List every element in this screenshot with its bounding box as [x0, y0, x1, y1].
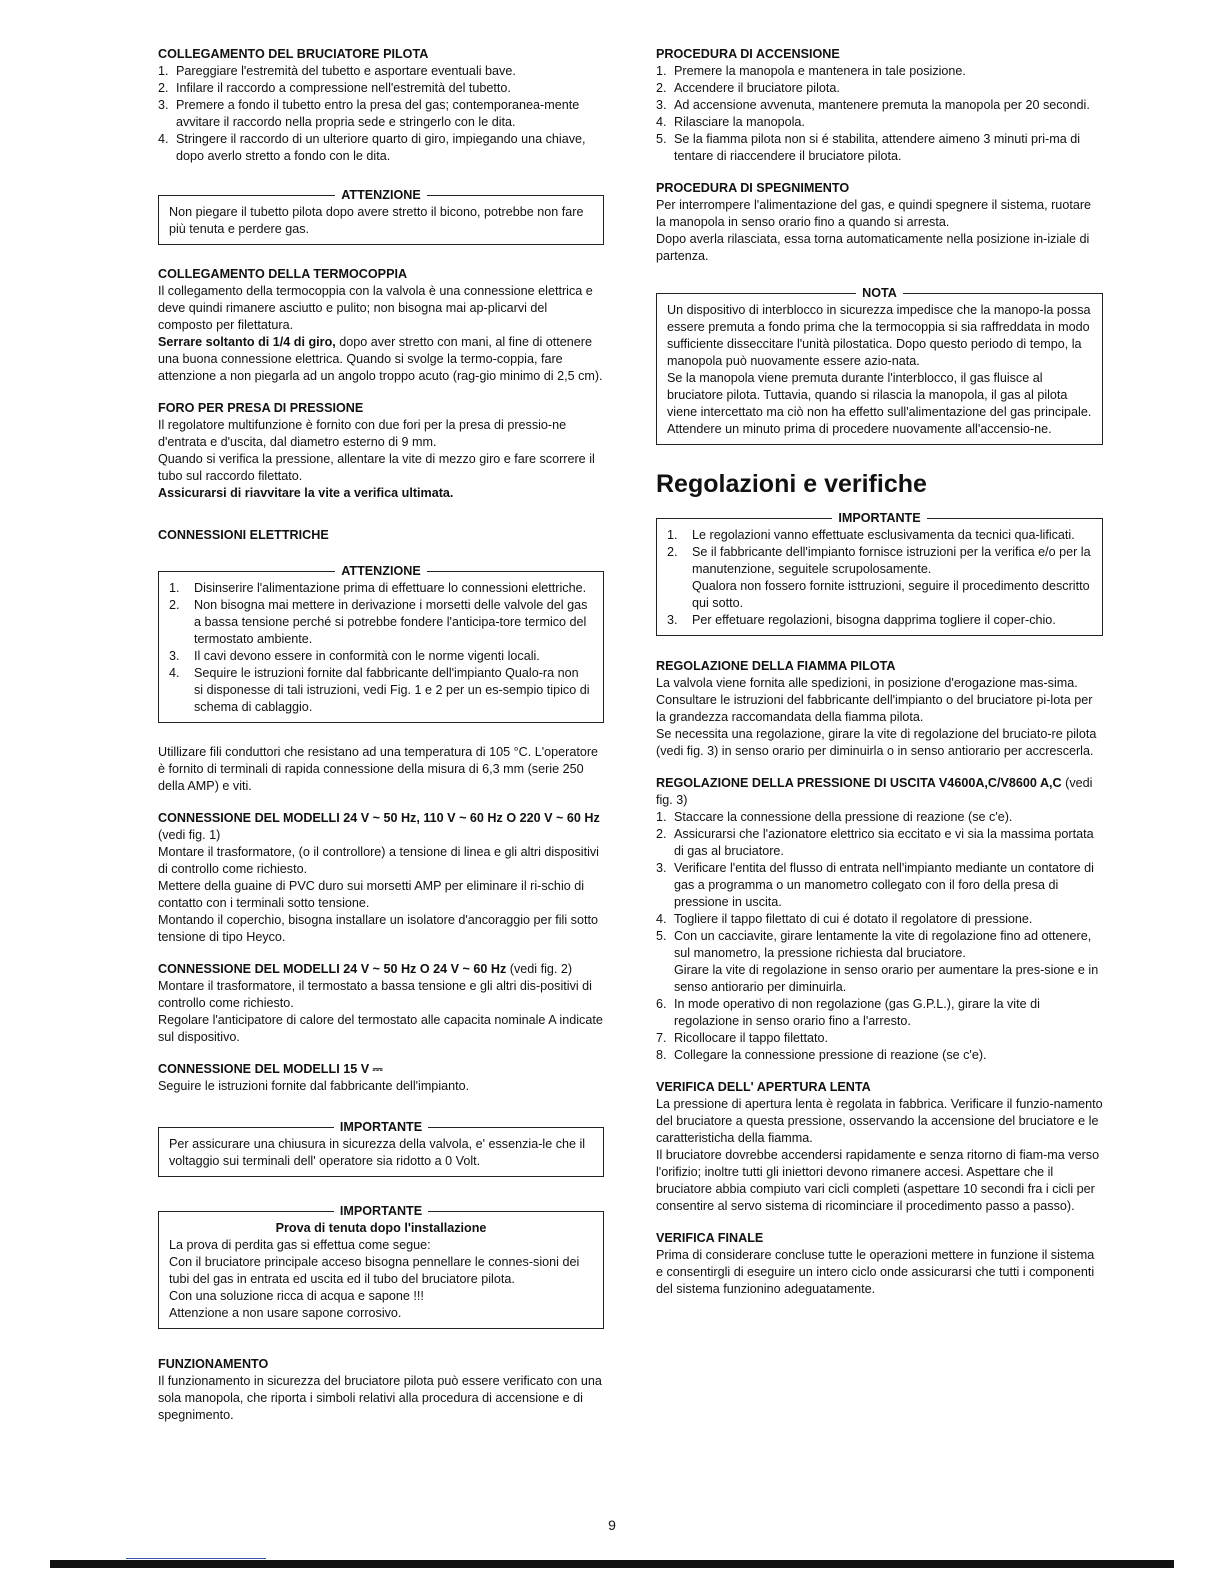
- list-item: 3. Per effetuare regolazioni, bisogna dapprima togliere il coper-chio.: [667, 613, 1056, 627]
- section-title-thermocouple: COLLEGAMENTO DELLA TERMOCOPPIA: [158, 267, 408, 281]
- paragraph: Quando si verifica la pressione, allentare la vite di mezzo giro e fare scorrere il tubo sul raccordo filettato.: [158, 452, 595, 483]
- list-item: 6. In mode operativo di non regolazione (gas G.P.L.), girare la vite di regolazione in senso orario fino a l'arresto.: [656, 997, 1040, 1028]
- list-item: 5. Con un cacciavite, girare lentamente la vite di regolazione fino ad ottenere, sul manometro, la pressione richiesta dal bruciatore. Girare la vite di regolazione in senso orario per aumentare la pres-sione e in senso antiorario per diminuirla.: [656, 929, 1099, 994]
- list-item: 2. Se il fabbricante dell'impianto fornisce istruzioni per la verifica e/o per la manutenzione, seguitele scrupolosamente. Qualora non fossero fornite isttruzioni, seguire il procedimento descritto qui sotto.: [667, 545, 1091, 610]
- list-item: 2. Non bisogna mai mettere in derivazione i morsetti delle valvole del gas a bassa tensione perché si potrebbe fondere l'anticipa-tore termico del termostato ambiente.: [169, 598, 588, 646]
- list-item: 1. Le regolazioni vanno effettuate esclusivamenta da tecnici qua-lificati.: [667, 528, 1075, 542]
- list-item: 1. Pareggiare l'estremità del tubetto e asportare eventuali bave.: [158, 64, 516, 78]
- ignition-steps: [656, 63, 1103, 165]
- list-item: 1. Disinserire l'alimentazione prima di effettuare lo connessioni elettriche.: [169, 581, 587, 595]
- box-label: ATTENZIONE: [335, 564, 427, 578]
- left-column: [158, 46, 604, 1424]
- paragraph: La pressione di apertura lenta è regolata in fabbrica. Verificare il funzio-namento del bruciatore a questa pressione, osservando la accensione del bruciatore e le caratteristicha della fiamma.: [656, 1097, 1103, 1145]
- paragraph: Consultare le istruzioni del fabbricante dell'impianto o del bruciatore pi-lota per la grandezza raccomandata della fiamma pilota.: [656, 693, 1093, 724]
- note-box-interlock: [656, 286, 1103, 445]
- box-text: Un dispositivo di interblocco in sicurezza impedisce che la manopo-la possa essere premuta a fondo prima che la termocoppia si sia raffreddata in modo sufficiente disseccitare l'unità pilostatica. Dopo questo periodo di tempo, la manopola può nuovamente essere azio-nata.: [667, 303, 1091, 368]
- paragraph: Il bruciatore dovrebbe accendersi rapidamente e senza ritorno di fiam-ma verso l'orifizio; inoltre tutti gli iniettori devono rimanere accesi. Aspettare che il bruciatore abbia compiuto vari cicli completi (aspettare 10 secondi fra i cicli per consentire al servo sistema di ricominciare il procedimento passo a passo).: [656, 1148, 1100, 1213]
- paragraph: Mettere della guaine di PVC duro sui morsetti AMP per eliminare il ri-schio di contatto con i terminali sotto tensione.: [158, 879, 585, 910]
- box-text: Per assicurare una chiusura in sicurezza della valvola, e' essenzia-le che il voltaggio sui terminali dell' operatore sia ridotto a 0 Volt.: [169, 1137, 586, 1168]
- box-label: IMPORTANTE: [334, 1204, 428, 1218]
- list-item: 4. Sequire le istruzioni fornite dal fabbricante dell'impianto Qualo-ra non si disponesse di tali istruzioni, vedi Fig. 1 e 2 per un es-sempio tipico di schema di cablaggio.: [169, 666, 590, 714]
- pilot-connection-steps: [158, 63, 604, 165]
- list-item: 7. Ricollocare il tappo filettato.: [656, 1031, 829, 1045]
- list-item: 2. Assicurarsi che l'azionatore elettrico sia eccitato e vi sia la massima portata di gas al bruciatore.: [656, 827, 1094, 858]
- list-item: 2. Accendere il bruciatore pilota.: [656, 81, 840, 95]
- section-title-pressure-tap: FORO PER PRESA DI PRESSIONE: [158, 401, 364, 415]
- section-title-24v: CONNESSIONE DEL MODELLI 24 V ~ 50 Hz O 24 V ~ 60 Hz (vedi fig. 2): [158, 962, 573, 976]
- box-label: IMPORTANTE: [334, 1120, 428, 1134]
- list-item: 3. Il cavi devono essere in conformità con le norme vigenti locali.: [169, 649, 540, 663]
- paragraph: Il funzionamento in sicurezza del bruciatore pilota può essere verificato con una sola manopola, che riporta i simboli relativi alla procedura di accensione e di spegnimento.: [158, 1374, 602, 1422]
- paragraph: La valvola viene fornita alle spedizioni, in posizione d'erogazione mas-sima.: [656, 676, 1078, 690]
- paragraph: Dopo averla rilasciata, essa torna automaticamente nella posizione in-iziale di partenza.: [656, 232, 1090, 263]
- right-column: [656, 46, 1103, 1298]
- list-item: 4. Togliere il tappo filettato di cui é dotato il regolatore di pressione.: [656, 912, 1033, 926]
- paragraph: Montare il trasformatore, il termostato a bassa tensione e gli altri dis-positivi di controllo come richiesto.: [158, 979, 592, 1010]
- section-title-slow-opening: VERIFICA DELL' APERTURA LENTA: [656, 1080, 871, 1094]
- paragraph: Il regolatore multifunzione è fornito con due fori per la presa di pressio-ne d'entrata e d'uscita, dal diametro esterno di 9 mm.: [158, 418, 567, 449]
- box-subtitle: Prova di tenuta dopo l'installazione: [275, 1221, 487, 1235]
- list-item: 1. Staccare la connessione della pressione di reazione (se c'e).: [656, 810, 1013, 824]
- warning-list: [169, 580, 591, 716]
- box-text: Attenzione a non usare sapone corrosivo.: [169, 1306, 402, 1320]
- box-label: NOTA: [856, 286, 903, 300]
- section-title-15v: CONNESSIONE DEL MODELLI 15 V ⎓: [158, 1062, 383, 1076]
- list-item: 5. Se la fiamma pilota non si é stabilita, attendere aimeno 3 minuti pri-ma di tentare di riaccendere il bruciatore pilota.: [656, 132, 1081, 163]
- paragraph: Seguire le istruzioni fornite dal fabbricante dell'impianto.: [158, 1079, 470, 1093]
- list-item: 1. Premere la manopola e mantenera in tale posizione.: [656, 64, 966, 78]
- page-number: 9: [608, 1517, 616, 1533]
- list-item: 4. Rilasciare la manopola.: [656, 115, 805, 129]
- section-title-24v-110v-220v: CONNESSIONE DEL MODELLI 24 V ~ 50 Hz, 110 V ~ 60 Hz O 220 V ~ 60 Hz (vedi fig. 1): [158, 811, 600, 842]
- box-text: Con una soluzione ricca di acqua e sapone !!!: [169, 1289, 424, 1303]
- list-item: 3. Premere a fondo il tubetto entro la presa del gas; contemporanea-mente avvitare il raccordo nella propria sede e stringerlo con le dita.: [158, 98, 580, 129]
- section-title-pilot-connection: COLLEGAMENTO DEL BRUCIATORE PILOTA: [158, 47, 429, 61]
- paragraph: Se necessita una regolazione, girare la vite di regolazione del bruciato-re pilota (vedi fig. 3) in senso orario per diminuirla o in senso antiorario per accrescerla.: [656, 727, 1097, 758]
- box-text: Se la manopola viene premuta durante l'interblocco, il gas fluisce al bruciatore pilota. Tuttavia, quando si rilascia la manopola, il gas al pilota viene intercettato ma ciò non ha effetto sull'alimentazione del gas principale.: [667, 371, 1092, 419]
- section-title-operation: FUNZIONAMENTO: [158, 1357, 269, 1371]
- list-item: 3. Verificare l'entita del flusso di entrata nell'impianto mediante un contatore di gas a programma o un manometro collegato con il foro della presa di pressione in uscita.: [656, 861, 1094, 909]
- section-title-outlet-pressure: REGOLAZIONE DELLA PRESSIONE DI USCITA V4600A,C/V8600 A,C (vedi fig. 3): [656, 776, 1093, 807]
- paragraph: Prima di considerare concluse tutte le operazioni mettere in funzione il sistema e consentirgli di eseguire un intero ciclo onde assicurarsi che tutti i componenti del sistema funzionino adeguatamente.: [656, 1248, 1095, 1296]
- warning-box-pilot-tube: [158, 188, 604, 245]
- list-item: 4. Stringere il raccordo di un ulteriore quarto di giro, impiegando una chiave, dopo averlo stretto a fondo con le dita.: [158, 132, 586, 163]
- section-title-final-check: VERIFICA FINALE: [656, 1231, 764, 1245]
- paragraph: Serrare soltanto di 1/4 di giro, dopo aver stretto con mani, al fine di ottenere una buona connessione elettrica. Quando si svolge la termo-coppia, fare attenzione a non piegarla ad un angolo troppo acuto (rag-gio minimo di 2,5 cm).: [158, 335, 603, 383]
- section-title-ignition: PROCEDURA DI ACCENSIONE: [656, 47, 840, 61]
- box-label: IMPORTANTE: [832, 511, 926, 525]
- important-list: [667, 527, 1092, 629]
- paragraph: Per interrompere l'alimentazione del gas, e quindi spegnere il sistema, ruotare la manopola in senso orario fino a quando si arresta.: [656, 198, 1092, 229]
- list-item: 8. Collegare la connessione pressione di reazione (se c'e).: [656, 1048, 987, 1062]
- box-label: ATTENZIONE: [335, 188, 427, 202]
- paragraph-wires: Utillizare fili conduttori che resistano ad una temperatura di 105 °C. L'operatore è fornito di terminali di rapida connessione della misura di 6,3 mm (serie 250 della AMP) e viti.: [158, 745, 599, 793]
- section-title-electrical: CONNESSIONI ELETTRICHE: [158, 528, 329, 542]
- list-item: 2. Infilare il raccordo a compressione nell'estremità del tubetto.: [158, 81, 511, 95]
- important-box-leak-test: [158, 1204, 604, 1329]
- paragraph: Montare il trasformatore, (o il controllore) a tensione di linea e gli altri dispositivi di controllo come richiesto.: [158, 845, 599, 876]
- paragraph: Montando il coperchio, bisogna installare un isolatore d'ancoraggio per fili sotto tensione di tipo Heyco.: [158, 913, 598, 944]
- section-title-pilot-flame: REGOLAZIONE DELLA FIAMMA PILOTA: [656, 659, 896, 673]
- box-text: Attendere un minuto prima di procedere nuovamente all'accensio-ne.: [667, 422, 1052, 436]
- paragraph: Assicurarsi di riavvitare la vite a verifica ultimata.: [158, 486, 454, 500]
- list-item: 3. Ad accensione avvenuta, mantenere premuta la manopola per 20 secondi.: [656, 98, 1090, 112]
- important-box-adjustments: [656, 511, 1103, 636]
- paragraph: Il collegamento della termocoppia con la valvola è una connessione elettrica e deve quindi rimanere asciutto e pulito; non bisogna mai ap-plicarvi del composto per filettatura.: [158, 284, 593, 332]
- footer-bar: [50, 1560, 1174, 1568]
- box-text: La prova di perdita gas si effettua come segue:: [169, 1238, 431, 1252]
- important-box-voltage: [158, 1120, 604, 1177]
- warning-box-electrical: [158, 564, 604, 723]
- page-heading: Regolazioni e verifiche: [656, 470, 927, 498]
- paragraph: Regolare l'anticipatore di calore del termostato alle capacita nominale A indicate sul dispositivo.: [158, 1013, 603, 1044]
- section-title-shutdown: PROCEDURA DI SPEGNIMENTO: [656, 181, 850, 195]
- box-text: Con il bruciatore principale acceso bisogna pennellare le connes-sioni dei tubi del gas in entrata ed uscita ed il tubo del bruciatore pilota.: [169, 1255, 580, 1286]
- outlet-pressure-steps: [656, 809, 1103, 1064]
- footer-rule: [126, 1558, 266, 1559]
- box-text: Non piegare il tubetto pilota dopo avere stretto il bicono, potrebbe non fare più tenuta e perdere gas.: [169, 205, 584, 236]
